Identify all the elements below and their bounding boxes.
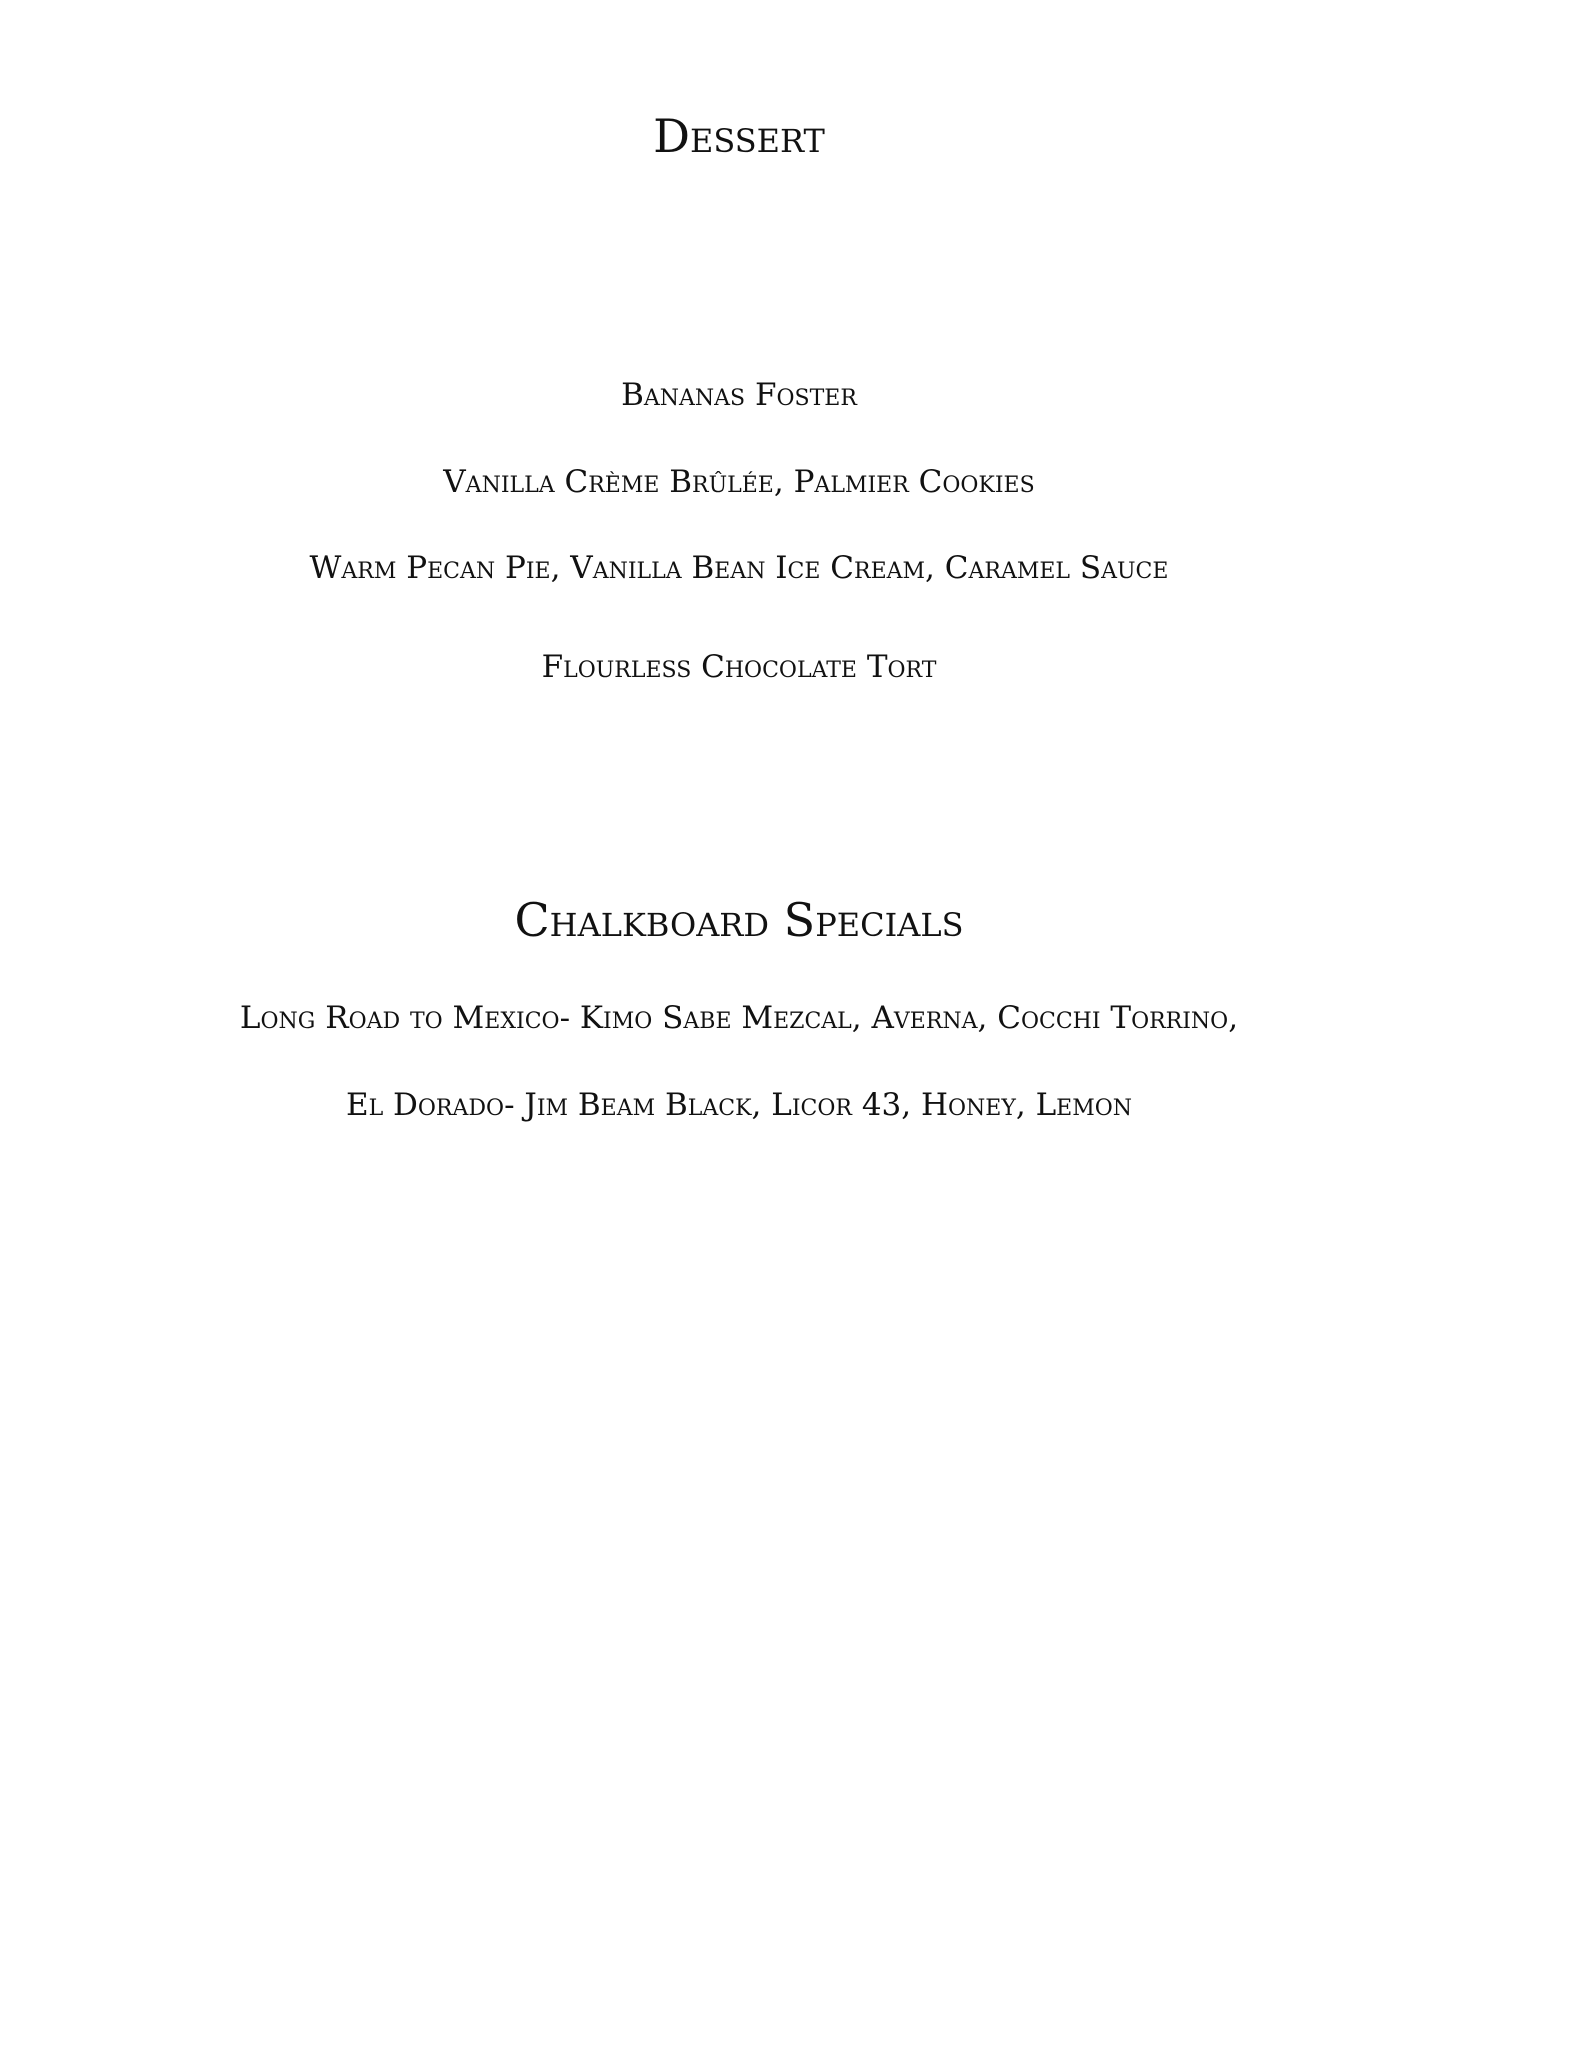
specials-item: El Dorado- Jim Beam Black, Licor 43, Honey, Lemon <box>345 1087 1133 1123</box>
dessert-heading: Dessert <box>653 109 825 163</box>
dessert-item: Warm Pecan Pie, Vanilla Bean Ice Cream, Caramel Sauce <box>309 550 1169 586</box>
specials-item: Long Road to Mexico- Kimo Sabe Mezcal, Averna, Cocchi Torrino, <box>239 1000 1239 1036</box>
dessert-item: Bananas Foster <box>621 377 857 413</box>
specials-heading: Chalkboard Specials <box>514 893 964 947</box>
dessert-item: Vanilla Crème Brûlée, Palmier Cookies <box>443 464 1035 500</box>
dessert-item: Flourless Chocolate Tort <box>541 649 937 685</box>
